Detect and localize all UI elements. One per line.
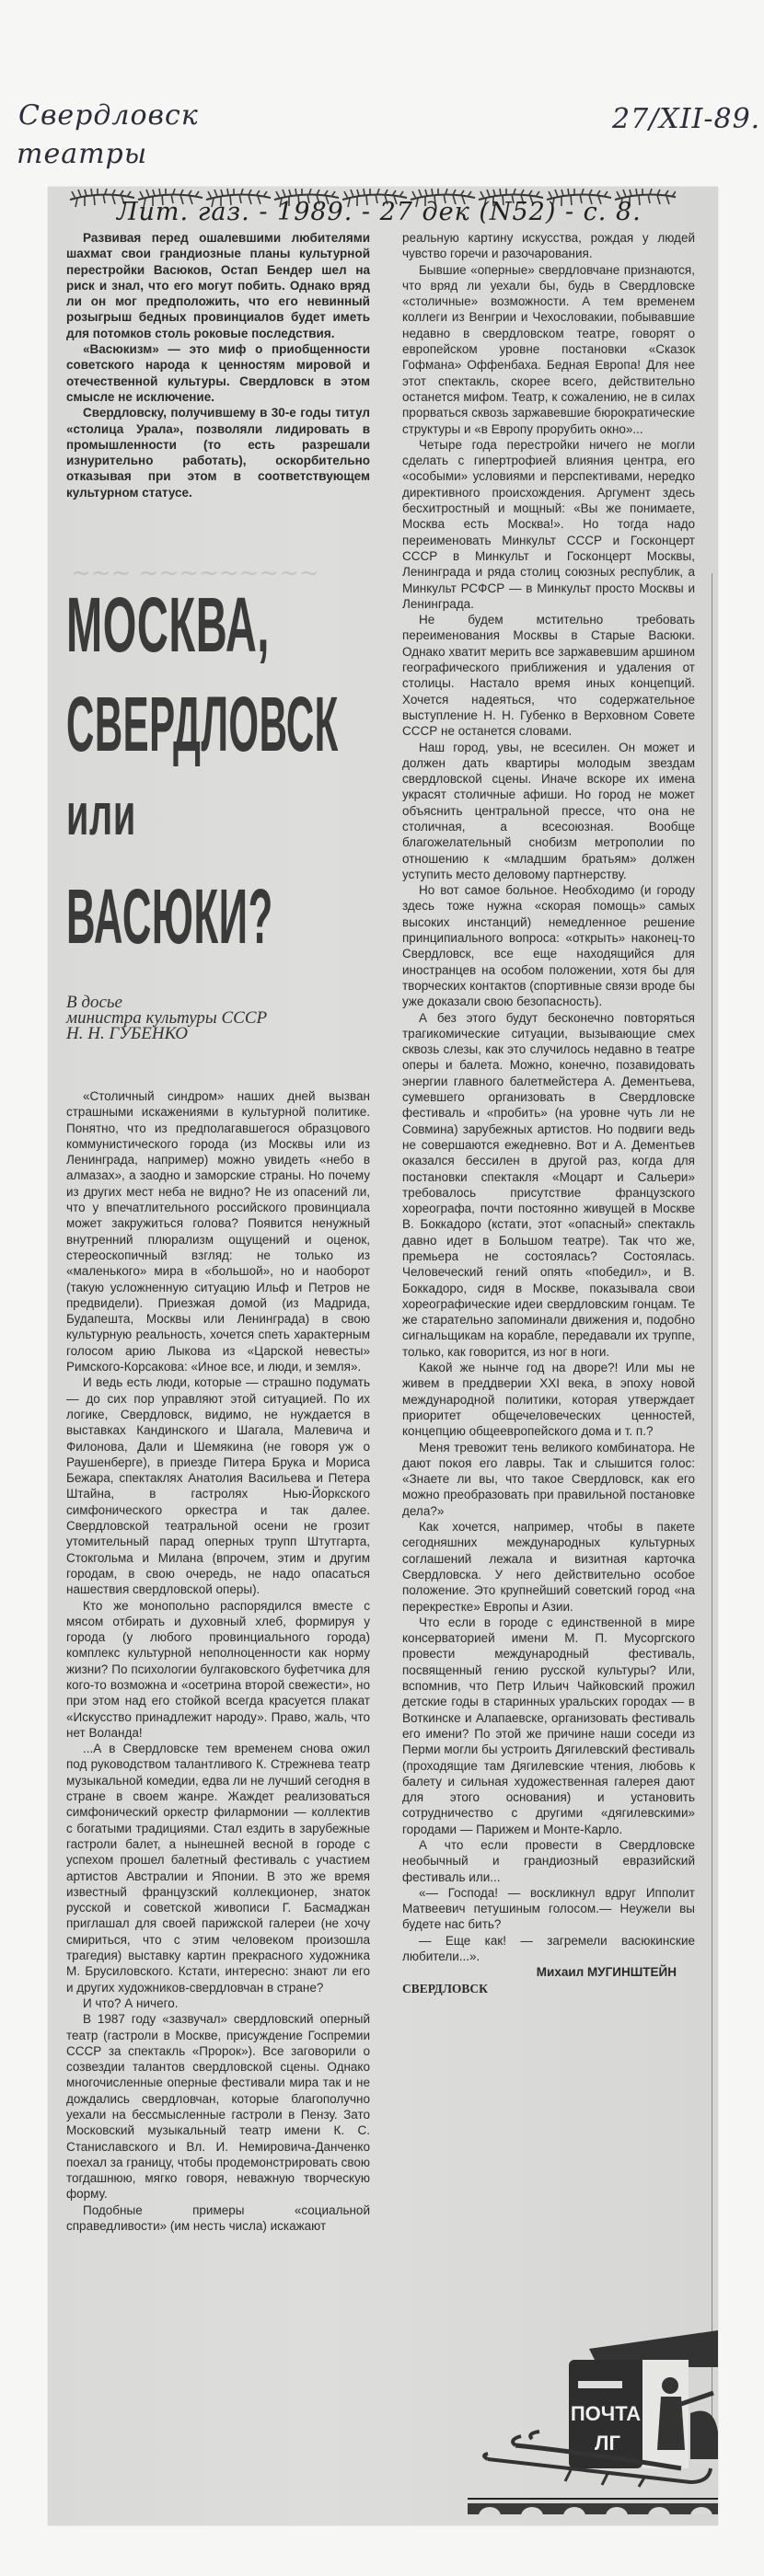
paragraph: Но вот самое больное. Необходимо (и городу здесь тоже нужна «скорая помощь» самых высоких инстанций) немедленное решение принципиального вопроса: «открыть» наконец-то Свердловск, все еще находящийся для иностранцев на особом положении, хотя бы для творческих контактов (спортивные связи вроде бы уже доказали свою безопасность). bbox=[402, 883, 695, 1009]
paragraph: — Еще как! — загремели васюкинские любители...». bbox=[402, 1933, 695, 1964]
paragraph: Меня тревожит тень великого комбинатора. Не дают покоя его лавры. Так и слышится голос: «Знаете ли вы, что такое Свердловск, как его можно преобразовать при правильной постановке дела?» bbox=[402, 1440, 695, 1518]
dossier-line: министра культуры СССР bbox=[66, 1008, 268, 1028]
paragraph: И ведь есть люди, которые — страшно подумать — до сих пор управляют этой ситуацией. По их логике, Свердловск, видимо, не нуждается в выставках Кандинского и Шагала, Малевича и Филонова, Дали и Шемякина (не говоря уж о Раушенберге), в приезде Питера Брука и Мориса Бежара, спектаклях Анатолия Васильева и Петера Штайна, в гастролях Нью-Йоркского симфонического оркестра и так далее. Свердловской театральной осени не грозит утомительный парад оперных трупп Штутгарта, Стокгольма и Милана (впрочем, этим и другим городам, в свою очередь, не надо опасаться нашествия свердловской оперы). bbox=[66, 1375, 370, 1597]
dossier-line: Н. Н. ГУБЕНКО bbox=[66, 1024, 189, 1043]
paragraph: ...А в Свердловске тем временем снова ожил под руководством талантливого К. Стрежнева театр музыкальной комедии, едва ли не лучший сегодня в стране в своем жанре. Жаждет реализоваться симфонический оркестр филармонии — коллектив с богатыми традициями. Стал ездить в зарубежные гастроли балет, а нынешней весной в городе с успехом прошел балетный фестиваль с участием артистов Австралии и Японии. В это же время известный французский коллекционер, знаток русской и советской живописи Г. Басмаджан приглашал для своей парижской галереи (не хочу смириться, что с этим человеком произошла трагедия) выставку картин прекрасного художника М. Брусиловского. Кстати, интересно: знают ли его и других художников-свердловчан в стране? bbox=[66, 1742, 370, 1995]
handwritten-topic-1: Свердловск bbox=[18, 99, 199, 132]
lead-paragraph: Развивая перед ошалевшими любителями шахмат свои грандиозные планы культурной перестройки Васюков, Остап Бендер шел на риск и знал, что его могут побить. Однако вряд ли он мог предположить, что его невинный розыгрыш бедных провинциалов будет иметь для потомков столь роковые последствия. bbox=[66, 231, 370, 340]
paragraph: Как хочется, например, чтобы в пакете сегодняшних международных культурных соглашений лежала и визитная карточка Свердловска. У него действительно особое положение. Это крупнейший советский город «на перекрестке» Европы и Азии. bbox=[402, 1520, 695, 1614]
author-city: СВЕРДЛОВСК bbox=[402, 1981, 488, 1995]
mailbox-label-2: ЛГ bbox=[595, 2432, 620, 2455]
paragraph: А что если провести в Свердловске необычный и грандиозный евразийский фестиваль или... bbox=[402, 1837, 695, 1884]
paragraph: А без этого будут бесконечно повторяться трагикомические ситуации, вызывающие смех сквозь слезы, как это случилось недавно в театре оперы и балета. Можно, конечно, позавидовать энергии главного балетмейстера А. Дементьева, сумевшего организовать в Свердловске фестиваль и «пробить» (на уровне чуть ли не Совмина) зарубежных артистов. Но подвиги ведь не совершаются ежедневно. Вот и А. Дементьев оказался бессилен в другой раз, когда для постановки спектакля «Моцарт и Сальери» требовалось присутствие французского хореографа, почти постоянно живущей в Москве В. Боккадоро (кстати, этот «опасный» спектакль давно идет в Большом театре). Так что же, премьера не состоялась? Состоялась. Человеческий гений опять «победил», и В. Боккадоро, сидя в Москве, показывала свои хореографические идеи свердловским гонцам. Те же старательно запоминали движения и, подобно сигнальщикам на корабле, передавали их труппе, только, как говорится, из ног в ноги. bbox=[402, 1010, 695, 1359]
paragraph: Кто же монопольно распорядился вместе с мясом отбирать и духовный хлеб, формируя у города (у любого провинциального города) комплекс культурной неполноценности как норму жизни? По психологии булгаковского буфетчика для кого-то возможна и «осетрина второй свежести», но при этом над его стойкой всегда красуется плакат «Искусство принадлежит народу». Право, жаль, что нет Воланда! bbox=[66, 1598, 370, 1740]
handwritten-date: 27/XII-89. bbox=[612, 103, 761, 135]
newspaper-clipping bbox=[48, 187, 718, 2525]
paragraph: Не будем мстительно требовать переименования Москвы в Старые Васюки. Однако хватит мерить все заржавевшим аршином географического приближения и удаления от столицы. Настало время иных концепций. Хочется надеяться, что содержательное выступление Н. Н. Губенко в Верховном Совете СССР не останется словами. bbox=[402, 613, 695, 739]
dossier-line: В досье bbox=[66, 993, 122, 1012]
lead-paragraph: «Васюкизм» — это миф о приобщенности советского народа к ценностям мировой и отечественной культуры. Свердловск в этом смысле не исключение. bbox=[66, 342, 370, 404]
paragraph: Что если в городе с единственной в мире консерваторией имени М. П. Мусоргского провести международный фестиваль, посвященный гению русской культуры? Или, вспомнив, что Петр Ильич Чайковский прожил детские годы в старинных уральских городах — в Воткинске и Алапаевске, организовать фестиваль его имени? По этой же причине наши соседи из Перми могли бы устроить Дягилевский фестиваль (проходящие там Дягилевские чтения, любовь к балету и сильная художественная галерея дают для этого основания) и установить сотрудничество с другими «дягилевскими» городами — Парижем и Монте-Карло. bbox=[402, 1615, 695, 1836]
headline-line-4: ВАСЮКИ? bbox=[66, 873, 273, 960]
paragraph: реальную картину искусства, рождая у людей чувство горечи и разочарования. bbox=[402, 231, 695, 261]
handwritten-source-note: Лит. газ. - 1989. - 27 дек (N52) - с. 8. bbox=[117, 198, 642, 226]
paragraph: «— Господа! — воскликнул вдруг Ипполит Матвеевич петушиным голосом.— Неужели вы будете нас бить? bbox=[402, 1885, 695, 1932]
paragraph: Бывшие «оперные» свердловчане признаются, что вряд ли уехали бы, будь в Свердловске «столичные» возможности. А тем временем коллеги из Венгрии и Чехословакии, побывавшие недавно в свердловском театре, говорят о европейском уровне постановки «Сказок Гофмана» Оффенбаха. Бедная Европа! Для нее этот спектакль, скорее всего, действительно останется мифом. Театр, к сожалению, не в силах прорваться сквозь заржавевшие бюрократические структуры и «в Европу прорубить окно»... bbox=[402, 262, 695, 436]
lead-text bbox=[66, 230, 370, 500]
author-signature: Михаил МУГИНШТЕЙН bbox=[536, 1965, 677, 1980]
paragraph: И что? А ничего. bbox=[83, 1995, 179, 2010]
paragraph: «Столичный синдром» наших дней вызван страшными искажениями в культурной политике. Понятно, что из предполагавшегося образцового коммунистического города (из Москвы или из Ленинграда, например) можно увидеть «небо в алмазах», а заодно и заморские страны. Но почему из других мест неба не видно? Не из опасений ли, что у впечатлительного российского провинциала может закружиться голова? Появится ненужный внутренний плюрализм ощущений и оценок, стереоскопичный взгляд: не только из «маленького» мира в «большой», но и наоборот (такую усложненную ситуацию Ильф и Петров не предвидели). Приезжая домой (из Мадрида, Будапешта, Москвы или Ленинграда) в свою культурную реальность, хочется спеть характерным голосом арию Лыкова из «Царской невесты» Римского-Корсакова: «Иное все, и люди, и земля». bbox=[66, 1089, 370, 1374]
mailbox-label: ПОЧТА bbox=[570, 2402, 642, 2425]
headline-line-1: МОСКВА, bbox=[66, 581, 271, 668]
dossier-byline bbox=[66, 995, 267, 1041]
paragraph: Наш город, увы, не всесилен. Он может и должен дать квартиры молодым звездам свердловской сцены. Иначе вскоре их имена украсят столичные афиши. Но город не может объяснить центральной прессе, что она не столичная, а всесоюзная. Вообще благожелательный снобизм метрополии по отношению к «младшим братьям» должен уступить место деловому партнерству. bbox=[402, 740, 695, 881]
handwritten-topic-2: театры bbox=[17, 138, 148, 170]
paragraph: В 1987 году «зазвучал» свердловский оперный театр (гастроли в Москве, присуждение Госпремии СССР за спектакль «Пророк»). Все заговорили о созвездии талантов свердловской сцены. Однако многочисленные оперные фестивали мира так и не дождались свердловчан, которые благополучно уехали на бессмысленные гастроли в Пензу. Зато Московский музыкальный театр имени К. С. Станиславского и Вл. И. Немировича-Данченко поехал за границу, чтобы продемонстрировать свою тогдашнюю, мягко говоря, неважную творческую форму. bbox=[66, 2012, 370, 2202]
left-column-body bbox=[66, 1088, 370, 2234]
headline-line-2: СВЕРДЛОВСК bbox=[66, 681, 339, 767]
paragraph: Четыре года перестройки ничего не могли сделать с гипертрофией влияния центра, его «особыми» условиями и перспективами, нередко директивного происхождения. Аргумент здесь бесхитростный и мощный: «Вы же понимаете, Москва есть Москва!». Но тогда надо переименовать Минкульт СССР и Госконцерт СССР в Минкульт и Госконцерт Москвы, Ленинграда и ряда столиц союзных республик, а Минкульт РСФСР — в Минкульт просто Москвы и Ленинграда. bbox=[402, 437, 695, 611]
right-column-body bbox=[402, 230, 695, 1996]
lead-paragraph: Свердловску, получившему в 30-е годы титул «столица Урала», позволяли лидировать в промышленности (то есть разрешали изнурительно работать), оскорбительно отказывая при этом в соответствующем культурном статусе. bbox=[66, 406, 370, 500]
faint-pencil-mark: ~~~ ~~~~~~~~~ bbox=[71, 559, 319, 587]
santa-sled-mailbox-icon bbox=[460, 2312, 718, 2514]
headline-line-3: или bbox=[66, 781, 136, 847]
paragraph: Подобные примеры «социальной справедливости» (им несть числа) искажают bbox=[66, 2202, 370, 2234]
paragraph: Какой же нынче год на дворе?! Или мы не живем в преддверии XXI века, в эпоху новой международной политики, которая утверждает приоритет общечеловеческих ценностей, концепцию общеевропейского дома и т. п.? bbox=[402, 1361, 695, 1439]
